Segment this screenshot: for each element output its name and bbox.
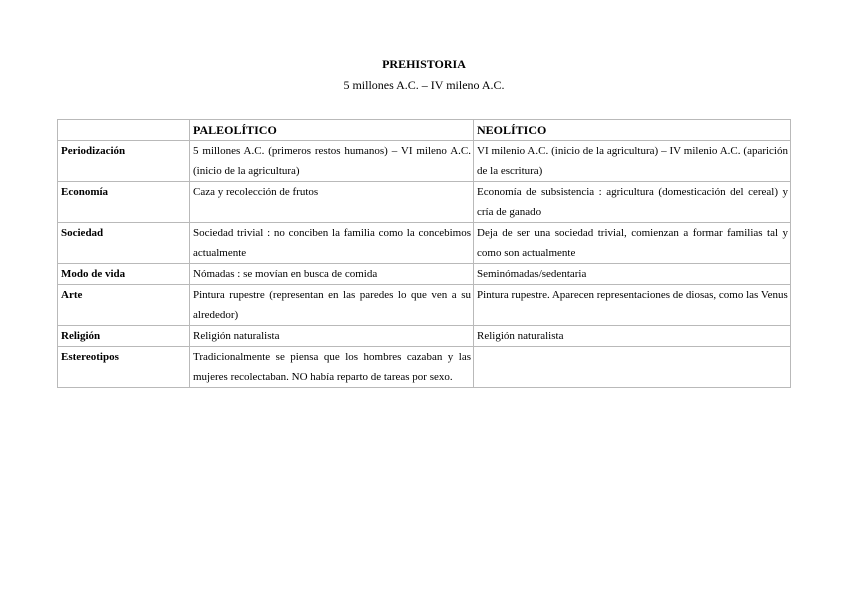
table-row	[58, 141, 791, 182]
document-title: PREHISTORIA	[382, 57, 466, 71]
neolitico-cell: Seminómadas/sedentaria	[474, 264, 791, 285]
table-row	[58, 347, 791, 388]
table-row	[58, 264, 791, 285]
table-row	[58, 285, 791, 326]
row-label-cell: Modo de vida	[58, 264, 190, 285]
table-header-row	[58, 120, 791, 141]
document-subtitle: 5 millones A.C. – IV mileno A.C.	[343, 78, 505, 92]
row-label-cell: Arte	[58, 285, 190, 326]
row-label-cell: Sociedad	[58, 223, 190, 264]
neolitico-cell: Economía de subsistencia : agricultura (domesticación del cereal) y cría de ganado	[474, 182, 791, 223]
neolitico-cell: Deja de ser una sociedad trivial, comienzan a formar familias tal y como son actualmente	[474, 223, 791, 264]
table-row	[58, 182, 791, 223]
neolitico-cell: Religión naturalista	[474, 326, 791, 347]
paleolitico-cell: Religión naturalista	[190, 326, 474, 347]
header-label-cell	[58, 120, 190, 141]
table-row	[58, 223, 791, 264]
paleolitico-cell: Pintura rupestre (representan en las paredes lo que ven a su alrededor)	[190, 285, 474, 326]
prehistory-comparison-table	[57, 119, 791, 388]
paleolitico-cell: 5 millones A.C. (primeros restos humanos) – VI mileno A.C. (inicio de la agricultura)	[190, 141, 474, 182]
table-row	[58, 326, 791, 347]
paleolitico-cell: Sociedad trivial : no conciben la familia como la concebimos actualmente	[190, 223, 474, 264]
neolitico-cell: Pintura rupestre. Aparecen representaciones de diosas, como las Venus	[474, 285, 791, 326]
paleolitico-cell: Nómadas : se movían en busca de comida	[190, 264, 474, 285]
neolitico-cell	[474, 347, 791, 388]
row-label-cell: Periodización	[58, 141, 190, 182]
paleolitico-cell: Caza y recolección de frutos	[190, 182, 474, 223]
neolitico-cell: VI milenio A.C. (inicio de la agricultura) – IV milenio A.C. (aparición de la escritura)	[474, 141, 791, 182]
row-label-cell: Religión	[58, 326, 190, 347]
paleolitico-cell: Tradicionalmente se piensa que los hombres cazaban y las mujeres recolectaban. NO había reparto de tareas por sexo.	[190, 347, 474, 388]
header-neolitico-cell: NEOLÍTICO	[474, 120, 791, 141]
row-label-cell: Estereotipos	[58, 347, 190, 388]
row-label-cell: Economía	[58, 182, 190, 223]
header-paleolitico-cell: PALEOLÍTICO	[190, 120, 474, 141]
